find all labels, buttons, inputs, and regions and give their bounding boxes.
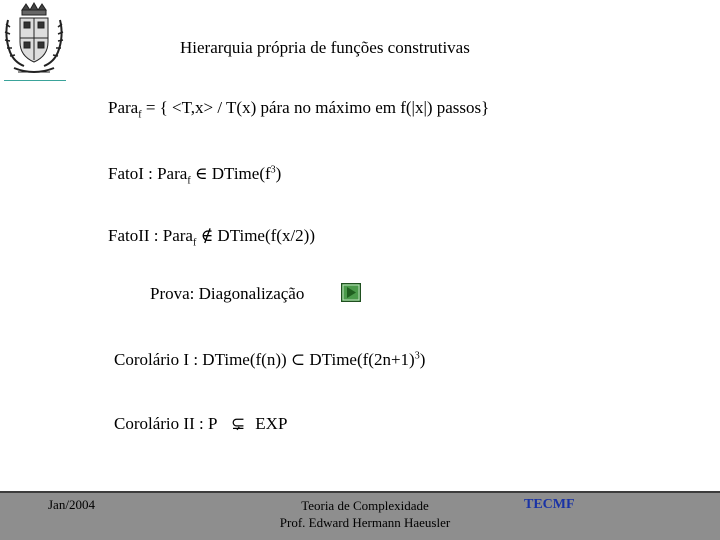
fact-two-subscript: f: [192, 237, 197, 249]
corollary-one-prefix: Corolário I : DTime(f(n)): [114, 350, 291, 369]
corollary-two-line: [114, 414, 287, 434]
footer-course-info: [270, 497, 460, 531]
footer-date: Jan/2004: [48, 497, 95, 512]
not-element-of-symbol: ∉: [196, 226, 218, 245]
proof-line: Prova: Diagonalização: [150, 284, 305, 303]
corollary-one-line: [114, 350, 425, 370]
logo-underline: [4, 80, 66, 81]
definition-prefix: Para: [108, 98, 139, 117]
subset-symbol: ⊂: [290, 350, 306, 369]
fact-one-superscript: 3: [270, 164, 276, 176]
fact-one-close: ): [275, 164, 282, 183]
coat-of-arms-icon: [2, 2, 66, 80]
slide-title: Hierarquia própria de funções construtivas: [180, 38, 470, 57]
slide-footer: [0, 491, 720, 540]
corollary-one-superscript: 3: [414, 350, 420, 362]
definition-body: = { <T,x> / T(x) pára no máximo em f(|x|) passos}: [141, 98, 490, 117]
footer-course: Teoria de Complexidade: [301, 498, 429, 513]
fact-two-class: DTime(f(x/2)): [217, 226, 316, 245]
fact-two-prefix: FatoII : Para: [108, 226, 193, 245]
proper-subset-symbol: ⊊: [231, 414, 246, 433]
fact-one-line: [108, 164, 281, 186]
corollary-one-class: DTime(f(2n+1): [305, 350, 415, 369]
fact-one-prefix: FatoI : Para: [108, 164, 188, 183]
footer-brand: TECMF: [524, 497, 575, 512]
fact-one-subscript: f: [187, 175, 191, 187]
fact-one-class: DTime(f: [211, 164, 271, 183]
corollary-two-class: EXP: [255, 414, 288, 433]
fact-two-line: [108, 226, 315, 248]
footer-professor: Prof. Edward Hermann Haeusler: [279, 515, 451, 530]
corollary-one-close: ): [419, 350, 426, 369]
element-of-symbol: ∈: [190, 164, 212, 183]
corollary-two-prefix: Corolário II : P: [114, 414, 222, 433]
play-action-button[interactable]: [341, 283, 361, 302]
definition-subscript: f: [138, 109, 142, 121]
play-triangle-icon: [342, 284, 360, 301]
definition-line: [108, 98, 489, 120]
